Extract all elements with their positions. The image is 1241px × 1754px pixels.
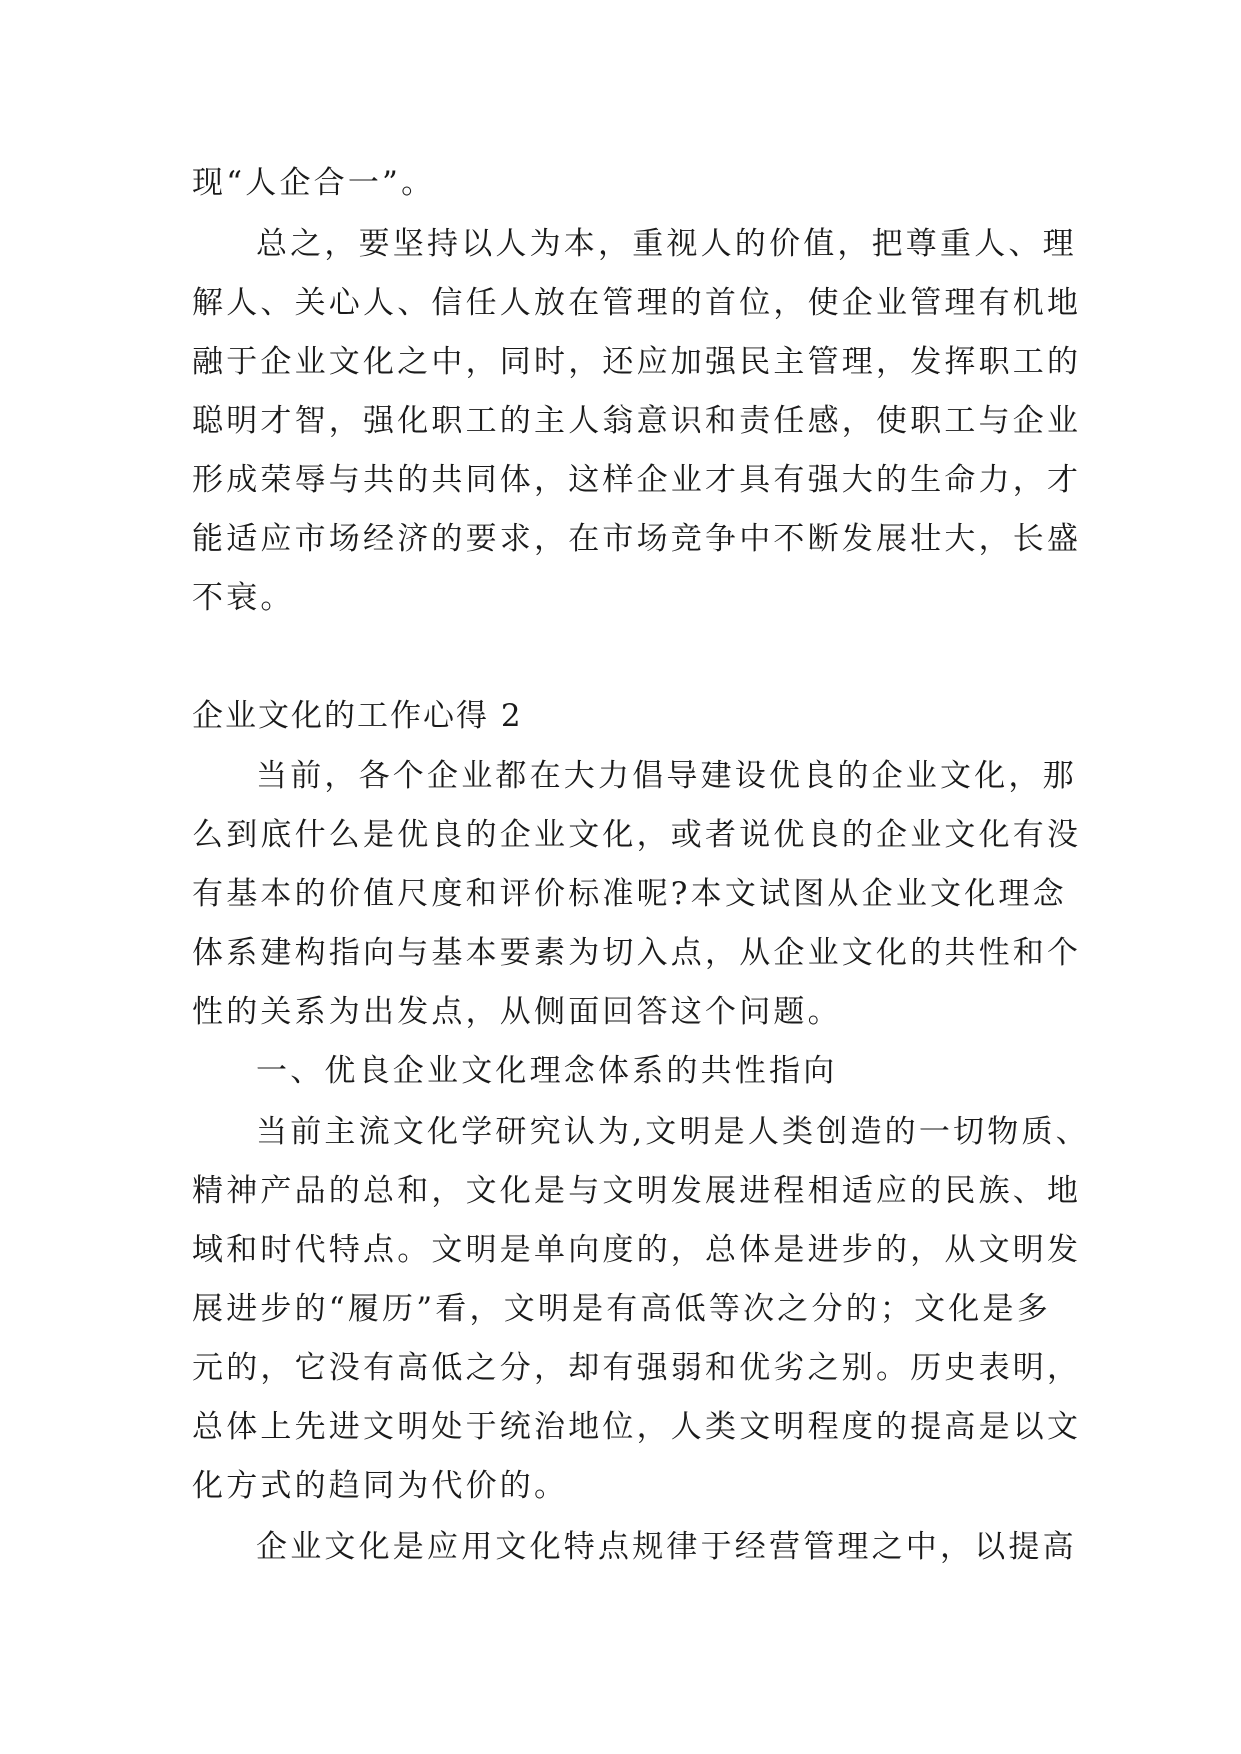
paragraph-line: 体系建构指向与基本要素为切入点，从企业文化的共性和个 — [192, 935, 1082, 971]
paragraph-line: 融于企业文化之中，同时，还应加强民主管理，发挥职工的 — [192, 344, 1082, 380]
paragraph-line: 企业文化是应用文化特点规律于经营管理之中，以提高 — [256, 1529, 1077, 1565]
paragraph-line: 当前主流文化学研究认为,文明是人类创造的一切物质、 — [256, 1114, 1090, 1150]
paragraph-line: 性的关系为出发点，从侧面回答这个问题。 — [192, 994, 842, 1030]
paragraph-line: 有基本的价值尺度和评价标准呢?本文试图从企业文化理念 — [192, 876, 1067, 912]
subheading: 一、优良企业文化理念体系的共性指向 — [256, 1053, 838, 1089]
paragraph-line: 不衰。 — [192, 580, 295, 616]
paragraph-line: 域和时代特点。文明是单向度的，总体是进步的，从文明发 — [192, 1232, 1082, 1268]
paragraph-line: 总体上先进文明处于统治地位，人类文明程度的提高是以文 — [192, 1409, 1082, 1445]
paragraph-line: 元的，它没有高低之分，却有强弱和优劣之别。历史表明， — [192, 1350, 1082, 1386]
paragraph-line: 能适应市场经济的要求，在市场竞争中不断发展壮大，长盛 — [192, 521, 1082, 557]
paragraph-line: 展进步的“履历”看，文明是有高低等次之分的；文化是多 — [192, 1291, 1051, 1327]
paragraph-line: 现“人企合一”。 — [192, 165, 436, 201]
section-title: 企业文化的工作心得 2 — [192, 698, 523, 734]
paragraph-line: 聪明才智，强化职工的主人翁意识和责任感，使职工与企业 — [192, 403, 1082, 439]
paragraph-line: 解人、关心人、信任人放在管理的首位，使企业管理有机地 — [192, 285, 1082, 321]
paragraph-line: 化方式的趋同为代价的。 — [192, 1468, 569, 1504]
paragraph-line: 么到底什么是优良的企业文化，或者说优良的企业文化有没 — [192, 817, 1082, 853]
paragraph-line: 当前，各个企业都在大力倡导建设优良的企业文化，那 — [256, 758, 1077, 794]
paragraph-line: 形成荣辱与共的共同体，这样企业才具有强大的生命力，才 — [192, 462, 1082, 498]
paragraph-line: 总之，要坚持以人为本，重视人的价值，把尊重人、理 — [256, 226, 1077, 262]
paragraph-line: 精神产品的总和，文化是与文明发展进程相适应的民族、地 — [192, 1173, 1082, 1209]
